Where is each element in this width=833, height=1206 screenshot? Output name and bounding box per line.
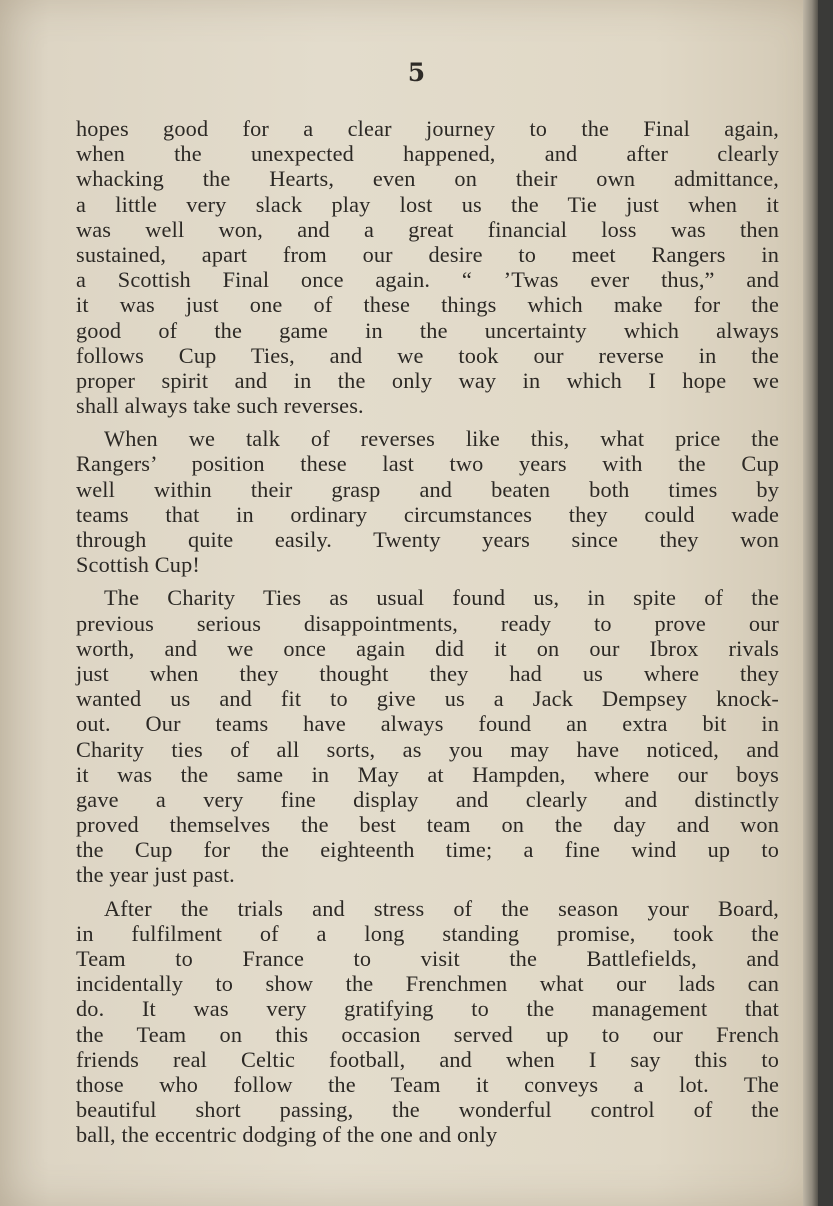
text-line: teams that in ordinary circumstances they could wade bbox=[76, 501, 779, 527]
text-line: After the trials and stress of the season your Board, bbox=[104, 895, 779, 921]
text-line: well within their grasp and beaten both times by bbox=[76, 476, 779, 502]
text-line: when the unexpected happened, and after clearly bbox=[76, 141, 779, 167]
text-line: it was just one of these things which make for the bbox=[76, 292, 779, 318]
text-line: it was the same in May at Hampden, where our boys bbox=[76, 761, 779, 787]
body-text bbox=[76, 116, 779, 1148]
paragraph bbox=[76, 426, 779, 577]
text-line: a Scottish Final once again. “ ’Twas ever thus,” and bbox=[76, 267, 779, 293]
text-line: the Team on this occasion served up to our French bbox=[76, 1021, 779, 1047]
text-line: hopes good for a clear journey to the Final again, bbox=[76, 116, 779, 141]
page-edge bbox=[803, 0, 818, 1206]
text-line: follows Cup Ties, and we took our reverse in the bbox=[76, 342, 779, 368]
paragraph bbox=[76, 896, 779, 1148]
text-line: those who follow the Team it conveys a lot. The bbox=[76, 1071, 779, 1097]
text-line: just when they thought they had us where they bbox=[76, 660, 779, 686]
text-line: in fulfilment of a long standing promise, took the bbox=[76, 920, 779, 946]
paragraph bbox=[76, 116, 779, 418]
text-line: Charity ties of all sorts, as you may have noticed, and bbox=[76, 736, 779, 762]
text-line: through quite easily. Twenty years since they won bbox=[76, 527, 779, 552]
text-line: wanted us and fit to give us a Jack Dempsey knock- bbox=[76, 686, 779, 712]
text-line: Scottish Cup! bbox=[76, 552, 200, 578]
paragraph-gap bbox=[76, 418, 779, 426]
text-line: ball, the eccentric dodging of the one and only bbox=[76, 1122, 498, 1148]
text-line: sustained, apart from our desire to meet Rangers in bbox=[76, 241, 779, 267]
page-number: 5 bbox=[407, 58, 426, 87]
paragraph-gap bbox=[76, 577, 779, 585]
text-line: incidentally to show the Frenchmen what our lads can bbox=[76, 971, 779, 997]
text-line: the year just past. bbox=[76, 862, 235, 888]
text-line: gave a very fine display and clearly and distinctly bbox=[76, 786, 779, 812]
paragraph bbox=[76, 585, 779, 887]
text-line: Rangers’ position these last two years with the Cup bbox=[76, 451, 779, 477]
text-line: beautiful short passing, the wonderful control of the bbox=[76, 1097, 779, 1123]
text-line: Team to France to visit the Battlefields, and bbox=[76, 946, 779, 971]
text-line: out. Our teams have always found an extra bit in bbox=[76, 711, 779, 737]
text-line: The Charity Ties as usual found us, in spite of the bbox=[104, 585, 779, 611]
text-line: whacking the Hearts, even on their own admittance, bbox=[76, 166, 779, 192]
text-line: When we talk of reverses like this, what price the bbox=[104, 426, 779, 452]
text-line: good of the game in the uncertainty which always bbox=[76, 317, 779, 343]
text-line: proper spirit and in the only way in which I hope we bbox=[76, 367, 779, 393]
text-line: proved themselves the best team on the day and won bbox=[76, 812, 779, 838]
text-line: do. It was very gratifying to the management that bbox=[76, 996, 779, 1022]
text-line: the Cup for the eighteenth time; a fine wind up to bbox=[76, 837, 779, 863]
text-line: shall always take such reverses. bbox=[76, 393, 364, 419]
text-line: was well won, and a great financial loss was then bbox=[76, 216, 779, 242]
paragraph-gap bbox=[76, 888, 779, 896]
text-line: previous serious disappointments, ready to prove our bbox=[76, 610, 779, 636]
text-line: friends real Celtic football, and when I say this to bbox=[76, 1046, 779, 1072]
text-line: worth, and we once again did it on our Ibrox rivals bbox=[76, 635, 779, 661]
text-line: a little very slack play lost us the Tie just when it bbox=[76, 191, 779, 217]
